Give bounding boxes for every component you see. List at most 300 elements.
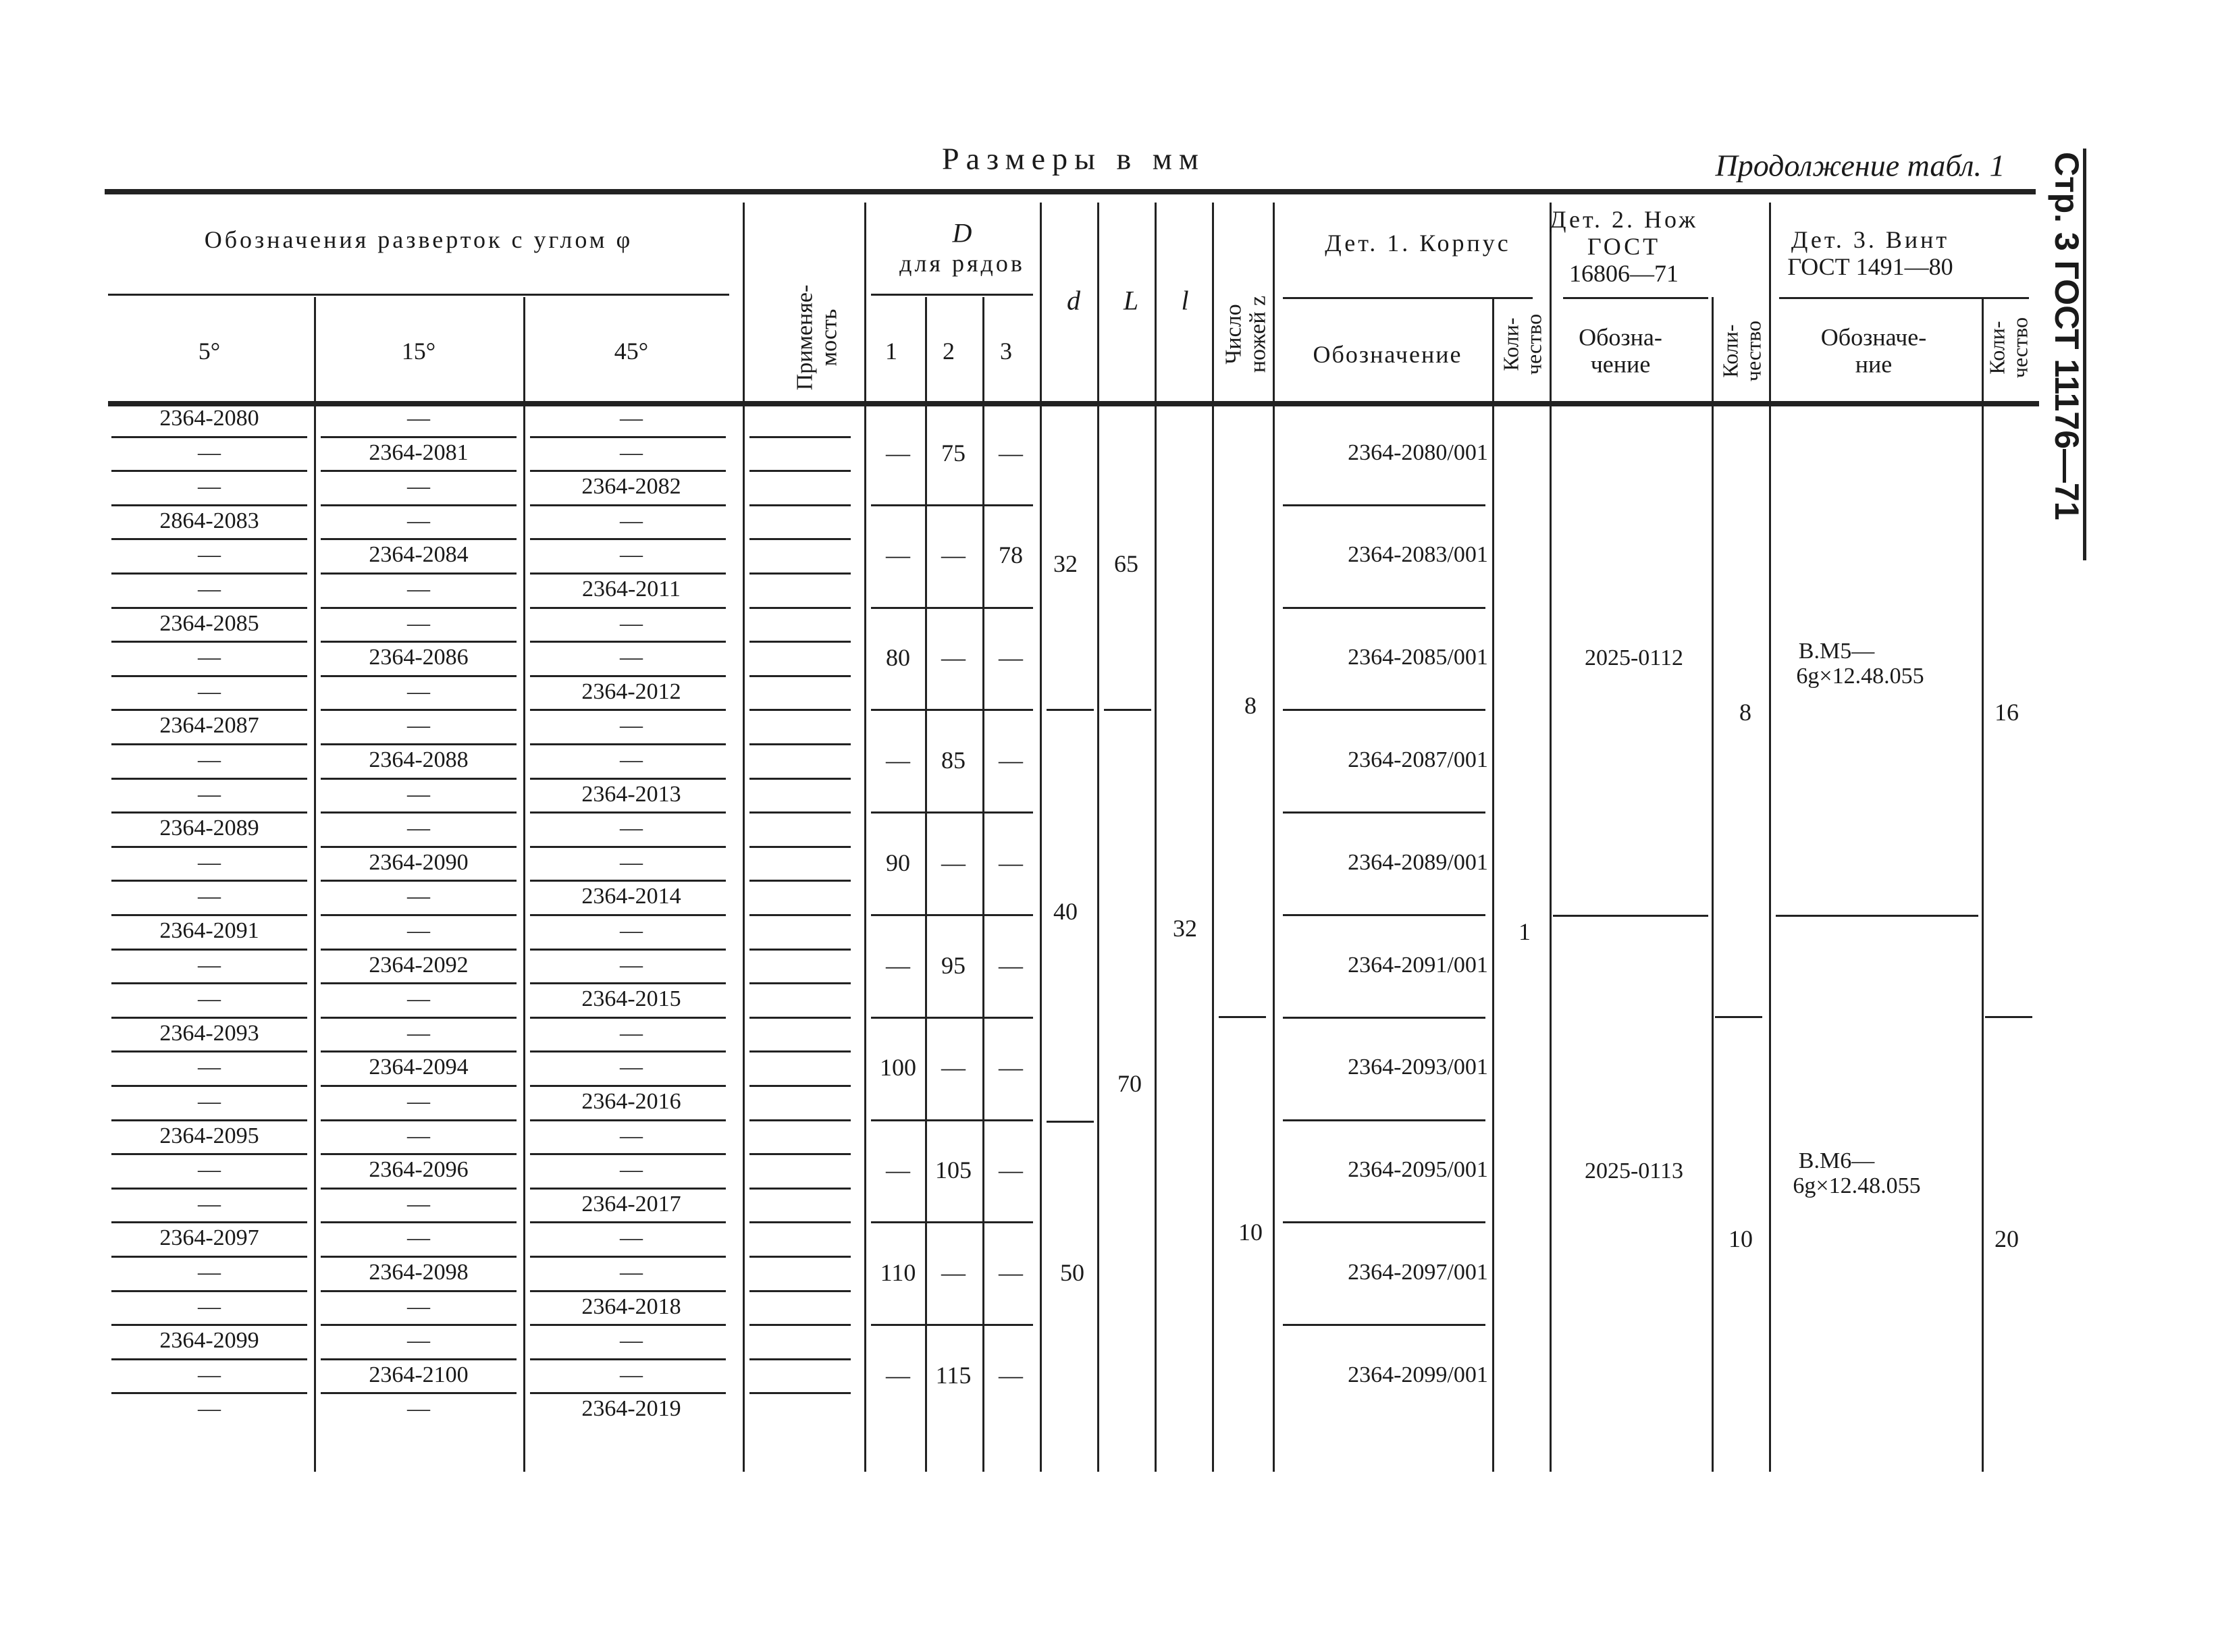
designation-cell: — <box>620 611 643 636</box>
rule-h <box>871 914 1033 916</box>
rule-v <box>1982 297 1984 1472</box>
rule-h <box>321 538 517 540</box>
designation-cell: — <box>620 645 643 670</box>
rule-h <box>321 1188 517 1190</box>
diameter-cell: 110 <box>880 1259 916 1286</box>
designation-cell: 2364-2016 <box>581 1089 681 1114</box>
body-designation: 2364-2091/001 <box>1348 953 1488 978</box>
rule-h <box>530 1290 726 1292</box>
designation-cell: — <box>620 1260 643 1285</box>
header-det2-qty: Коли- чество <box>1718 320 1765 382</box>
designation-cell: 2364-2100 <box>369 1362 469 1387</box>
rule-h <box>530 1153 726 1155</box>
designation-cell: — <box>620 747 643 772</box>
rule-h <box>530 1358 726 1360</box>
rule-h <box>749 743 851 745</box>
rule-h <box>111 949 307 951</box>
rule-h <box>111 1085 307 1087</box>
header-5deg: 5° <box>198 338 221 365</box>
rule-h <box>1283 1324 1485 1326</box>
L-70: 70 <box>1117 1070 1142 1097</box>
header-D: D <box>952 217 972 248</box>
designation-cell: — <box>620 816 643 841</box>
body-designation: 2364-2087/001 <box>1348 747 1488 772</box>
rule-h <box>321 846 517 848</box>
rule-h <box>530 607 726 609</box>
designation-cell: 2364-2017 <box>581 1192 681 1217</box>
rule-h <box>1553 915 1708 917</box>
rule-h <box>108 401 2039 406</box>
rule-h <box>749 470 851 472</box>
designation-cell: 2364-2011 <box>581 577 681 602</box>
designation-cell: 2364-2084 <box>369 542 469 567</box>
rule-h <box>1283 709 1485 711</box>
diameter-cell: — <box>886 439 910 467</box>
rule-h <box>1283 914 1485 916</box>
body-designation: 2364-2085/001 <box>1348 645 1488 670</box>
L-65: 65 <box>1114 550 1138 577</box>
designation-cell: — <box>620 1123 643 1148</box>
rule-h <box>530 1050 726 1053</box>
rule-h <box>749 1050 851 1053</box>
rule-h <box>111 1153 307 1155</box>
rule-v <box>314 297 316 1472</box>
knife-2025-0113: 2025-0113 <box>1584 1158 1684 1183</box>
body-designation: 2364-2089/001 <box>1348 850 1488 875</box>
designation-cell: — <box>407 1123 430 1148</box>
diameter-cell: 85 <box>941 747 966 774</box>
designation-cell: 2364-2092 <box>369 953 469 978</box>
rule-h <box>749 1188 851 1190</box>
diameter-cell: — <box>941 1054 966 1081</box>
rule-h <box>321 1017 517 1019</box>
rule-h <box>1563 297 1708 299</box>
rule-h <box>749 982 851 984</box>
rule-h <box>321 572 517 575</box>
diameter-cell: — <box>886 1362 910 1389</box>
rule-h <box>321 743 517 745</box>
rule-v <box>864 203 866 1472</box>
diameter-cell: — <box>999 644 1023 671</box>
designation-cell: — <box>407 474 430 499</box>
designation-cell: — <box>198 577 221 602</box>
rule-h <box>749 538 851 540</box>
rule-h <box>1283 504 1485 506</box>
screw-qty-20: 20 <box>1995 1225 2019 1252</box>
rule-h <box>111 709 307 711</box>
designation-cell: 2364-2019 <box>581 1396 681 1421</box>
z-10: 10 <box>1238 1219 1263 1246</box>
rule-h <box>111 1050 307 1053</box>
screw-m5-line2: 6g×12.48.055 <box>1796 664 1924 689</box>
header-det2-designation: Обозна- чение <box>1579 323 1662 377</box>
rule-h <box>321 607 517 609</box>
rule-h <box>321 504 517 506</box>
rule-h <box>530 743 726 745</box>
rule-h <box>321 778 517 780</box>
rule-h <box>749 436 851 438</box>
header-row2: 2 <box>943 338 955 365</box>
designation-cell: — <box>407 1225 430 1250</box>
designation-cell: — <box>198 1055 221 1080</box>
designation-cell: — <box>620 1157 643 1182</box>
designation-cell: — <box>620 542 643 567</box>
rule-h <box>871 607 1033 609</box>
rule-h <box>1283 607 1485 609</box>
rule-v <box>1712 297 1714 1472</box>
rule-h <box>530 914 726 916</box>
d-32: 32 <box>1053 550 1078 577</box>
rule-h <box>871 1017 1033 1019</box>
header-row1: 1 <box>885 338 897 365</box>
rule-h <box>1283 811 1485 814</box>
rule-h <box>749 1153 851 1155</box>
rule-h <box>530 1017 726 1019</box>
rule-h <box>321 641 517 643</box>
diameter-cell: 95 <box>941 952 966 979</box>
header-det3-gost: ГОСТ 1491—80 <box>1787 253 1953 280</box>
rule-h <box>530 504 726 506</box>
designation-cell: — <box>198 782 221 807</box>
rule-h <box>871 709 1033 711</box>
designation-cell: 2364-2096 <box>369 1157 469 1182</box>
body-qty: 1 <box>1519 918 1531 945</box>
rule-h <box>530 846 726 848</box>
designation-cell: 2364-2093 <box>159 1021 259 1046</box>
rule-h <box>1715 1016 1762 1018</box>
rule-v <box>1040 203 1042 1472</box>
header-det1: Дет. 1. Корпус <box>1325 230 1511 257</box>
designation-cell: — <box>198 1294 221 1319</box>
designation-cell: — <box>407 406 430 431</box>
rule-h <box>111 538 307 540</box>
rule-h <box>749 914 851 916</box>
body-designation: 2364-2097/001 <box>1348 1260 1488 1285</box>
designation-cell: — <box>620 850 643 875</box>
diameter-cell: — <box>886 541 910 568</box>
diameter-cell: — <box>999 747 1023 774</box>
rule-v <box>523 297 525 1472</box>
diameter-cell: — <box>941 541 966 568</box>
designation-cell: — <box>620 713 643 738</box>
rule-h <box>111 1324 307 1326</box>
header-knives: Число ножей z <box>1221 295 1270 373</box>
header-det2-gost: ГОСТ <box>1587 233 1661 260</box>
rule-h <box>111 811 307 814</box>
rule-h <box>111 572 307 575</box>
rule-h <box>111 607 307 609</box>
diameter-cell: — <box>886 952 910 979</box>
rule-v <box>1550 203 1552 1472</box>
rule-h <box>871 1119 1033 1121</box>
rule-h <box>111 846 307 848</box>
rule-h <box>530 470 726 472</box>
header-det3-designation: Обозначе- ние <box>1820 323 1927 377</box>
rule-h <box>321 1358 517 1360</box>
designation-cell: — <box>198 850 221 875</box>
designation-cell: — <box>620 1225 643 1250</box>
designation-cell: — <box>198 474 221 499</box>
designation-cell: — <box>198 986 221 1011</box>
diameter-cell: — <box>999 1362 1023 1389</box>
diameter-cell: — <box>886 1156 910 1183</box>
header-det2-num: 16806—71 <box>1569 260 1679 287</box>
rule-h <box>749 1392 851 1394</box>
rule-h <box>749 607 851 609</box>
rule-h <box>530 436 726 438</box>
diameter-cell: — <box>999 439 1023 467</box>
rule-h <box>321 436 517 438</box>
page-side-label: Стр. 3 ГОСТ 11176—71 <box>2048 152 2086 521</box>
designation-cell: — <box>620 406 643 431</box>
rule-h <box>530 880 726 882</box>
rule-h <box>530 1221 726 1223</box>
rule-h <box>749 504 851 506</box>
screw-qty-16: 16 <box>1995 699 2019 726</box>
designation-cell: — <box>620 1362 643 1387</box>
designation-cell: — <box>198 747 221 772</box>
diameter-cell: — <box>941 1259 966 1286</box>
rule-h <box>321 1392 517 1394</box>
rule-h <box>321 470 517 472</box>
rule-v <box>1212 203 1214 1472</box>
designation-cell: — <box>407 884 430 909</box>
designation-cell: — <box>407 1089 430 1114</box>
rule-h <box>321 1050 517 1053</box>
rule-v <box>925 297 927 1472</box>
rule-h <box>749 1324 851 1326</box>
designation-cell: 2364-2015 <box>581 986 681 1011</box>
body-designation: 2364-2099/001 <box>1348 1362 1488 1387</box>
designation-cell: — <box>407 1021 430 1046</box>
diameter-cell: 105 <box>935 1156 972 1183</box>
rule-h <box>749 1119 851 1121</box>
rule-h <box>321 1085 517 1087</box>
designation-cell: 2364-2082 <box>581 474 681 499</box>
rule-h <box>111 1188 307 1190</box>
designation-cell: — <box>620 1055 643 1080</box>
rule-h <box>111 470 307 472</box>
designation-cell: 2364-2097 <box>159 1225 259 1250</box>
rule-h <box>321 982 517 984</box>
rule-v <box>1097 203 1099 1472</box>
rule-h <box>1283 1017 1485 1019</box>
rule-h <box>530 709 726 711</box>
sizes-caption: Размеры в мм <box>942 141 1205 176</box>
rule-h <box>321 1290 517 1292</box>
rule-h <box>530 1119 726 1121</box>
rule-h <box>111 1358 307 1360</box>
designation-cell: — <box>407 679 430 704</box>
designation-cell: — <box>198 1396 221 1421</box>
rule-h <box>749 811 851 814</box>
rule-h <box>321 1256 517 1258</box>
designation-cell: — <box>620 953 643 978</box>
designation-cell: — <box>407 918 430 943</box>
designation-cell: — <box>198 440 221 465</box>
designation-cell: 2364-2085 <box>159 611 259 636</box>
d-50: 50 <box>1060 1259 1084 1286</box>
rule-h <box>530 641 726 643</box>
designation-cell: — <box>407 1328 430 1353</box>
rule-h <box>321 880 517 882</box>
rule-h <box>1047 709 1094 711</box>
rule-h <box>749 709 851 711</box>
rule-h <box>749 572 851 575</box>
continuation-caption: Продолжение табл. 1 <box>1715 148 2005 183</box>
rule-h <box>749 675 851 677</box>
designation-cell: — <box>407 1192 430 1217</box>
header-det1-qty: Коли- чество <box>1498 313 1546 375</box>
header-det1-designation: Обозначение <box>1313 341 1462 368</box>
header-15deg: 15° <box>401 338 436 365</box>
rule-h <box>749 778 851 780</box>
header-for-rows: для рядов <box>899 250 1025 277</box>
rule-h <box>749 641 851 643</box>
designation-cell: — <box>620 918 643 943</box>
designation-cell: 2364-2091 <box>159 918 259 943</box>
designation-cell: 2364-2094 <box>369 1055 469 1080</box>
rule-h <box>111 778 307 780</box>
rule-h <box>321 1221 517 1223</box>
designation-cell: — <box>198 1157 221 1182</box>
diameter-cell: — <box>999 1054 1023 1081</box>
rule-h <box>108 294 729 296</box>
rule-h <box>530 811 726 814</box>
designation-cell: — <box>620 508 643 533</box>
rule-h <box>321 949 517 951</box>
designation-cell: 2364-2088 <box>369 747 469 772</box>
diameter-cell: 75 <box>941 439 966 467</box>
diameter-cell: 90 <box>886 849 910 876</box>
designation-cell: 2364-2013 <box>581 782 681 807</box>
rule-h <box>111 1392 307 1394</box>
screw-m6-line2: 6g×12.48.055 <box>1793 1173 1921 1198</box>
rule-h <box>111 743 307 745</box>
rule-v <box>743 203 745 1472</box>
screw-m6-line1: B.M6— <box>1798 1148 1875 1173</box>
rule-h <box>1104 709 1151 711</box>
designation-cell: — <box>407 986 430 1011</box>
diameter-cell: — <box>941 849 966 876</box>
rule-h <box>111 641 307 643</box>
d-40: 40 <box>1053 898 1078 925</box>
rule-h <box>749 949 851 951</box>
rule-v <box>1155 203 1157 1472</box>
diameter-cell: — <box>999 849 1023 876</box>
rule-h <box>749 880 851 882</box>
rule-h <box>530 538 726 540</box>
designation-cell: 2364-2080 <box>159 406 259 431</box>
rule-h <box>321 1324 517 1326</box>
designation-cell: 2364-2012 <box>581 679 681 704</box>
designation-cell: — <box>407 1396 430 1421</box>
rule-v <box>1273 203 1275 1472</box>
rule-h <box>530 572 726 575</box>
rule-h <box>1283 297 1533 299</box>
designation-cell: — <box>198 884 221 909</box>
diameter-cell: 80 <box>886 644 910 671</box>
rule-h <box>749 1358 851 1360</box>
rule-h <box>749 1017 851 1019</box>
rule-h <box>530 949 726 951</box>
header-d: d <box>1067 285 1080 316</box>
rule-h <box>321 1119 517 1121</box>
body-designation: 2364-2093/001 <box>1348 1055 1488 1080</box>
rule-h <box>111 504 307 506</box>
designation-cell: — <box>198 679 221 704</box>
rule-h <box>321 1153 517 1155</box>
rule-h <box>871 811 1033 814</box>
designation-cell: — <box>407 611 430 636</box>
designation-cell: — <box>198 542 221 567</box>
rule-v <box>982 297 984 1472</box>
knife-2025-0112: 2025-0112 <box>1584 645 1684 670</box>
rule-v <box>1492 297 1494 1472</box>
rule-h <box>749 1085 851 1087</box>
rule-h <box>749 846 851 848</box>
designation-cell: — <box>407 816 430 841</box>
rule-h <box>111 436 307 438</box>
designation-cell: — <box>407 782 430 807</box>
rule-h <box>1985 1016 2032 1018</box>
designation-cell: 2364-2018 <box>581 1294 681 1319</box>
designation-cell: — <box>407 508 430 533</box>
l-32: 32 <box>1173 915 1197 942</box>
header-applicability: Применяе- мость <box>792 284 841 391</box>
rule-h <box>111 1221 307 1223</box>
designation-cell: — <box>198 1260 221 1285</box>
designation-cell: 2364-2099 <box>159 1328 259 1353</box>
designation-cell: 2364-2089 <box>159 816 259 841</box>
rule-h <box>530 1085 726 1087</box>
designation-cell: — <box>620 440 643 465</box>
designation-cell: — <box>407 577 430 602</box>
rule-h <box>321 811 517 814</box>
designation-cell: 2364-2086 <box>369 645 469 670</box>
rule-h <box>111 982 307 984</box>
designation-cell: — <box>620 1021 643 1046</box>
header-det3-qty: Коли- чество <box>1984 317 2032 379</box>
rule-h <box>530 982 726 984</box>
header-45deg: 45° <box>614 338 649 365</box>
designation-cell: — <box>198 645 221 670</box>
rule-h <box>105 189 2036 194</box>
designation-cell: 2864-2083 <box>159 508 259 533</box>
designation-cell: — <box>620 1328 643 1353</box>
header-designations: Обозначения разверток с углом φ <box>204 226 633 253</box>
header-det3: Дет. 3. Винт <box>1791 226 1950 253</box>
rule-h <box>1283 1119 1485 1121</box>
designation-cell: 2364-2087 <box>159 713 259 738</box>
rule-h <box>871 504 1033 506</box>
header-l: l <box>1181 285 1189 316</box>
designation-cell: — <box>407 1294 430 1319</box>
rule-h <box>749 1256 851 1258</box>
designation-cell: 2364-2081 <box>369 440 469 465</box>
designation-cell: — <box>407 713 430 738</box>
rule-h <box>871 294 1033 296</box>
side-rule <box>2083 149 2086 560</box>
designation-cell: 2364-2090 <box>369 850 469 875</box>
knife-qty-10: 10 <box>1728 1225 1753 1252</box>
rule-h <box>1047 1121 1094 1123</box>
rule-h <box>111 1119 307 1121</box>
rule-h <box>871 1324 1033 1326</box>
rule-h <box>871 1221 1033 1223</box>
diameter-cell: — <box>999 1156 1023 1183</box>
rule-h <box>530 675 726 677</box>
